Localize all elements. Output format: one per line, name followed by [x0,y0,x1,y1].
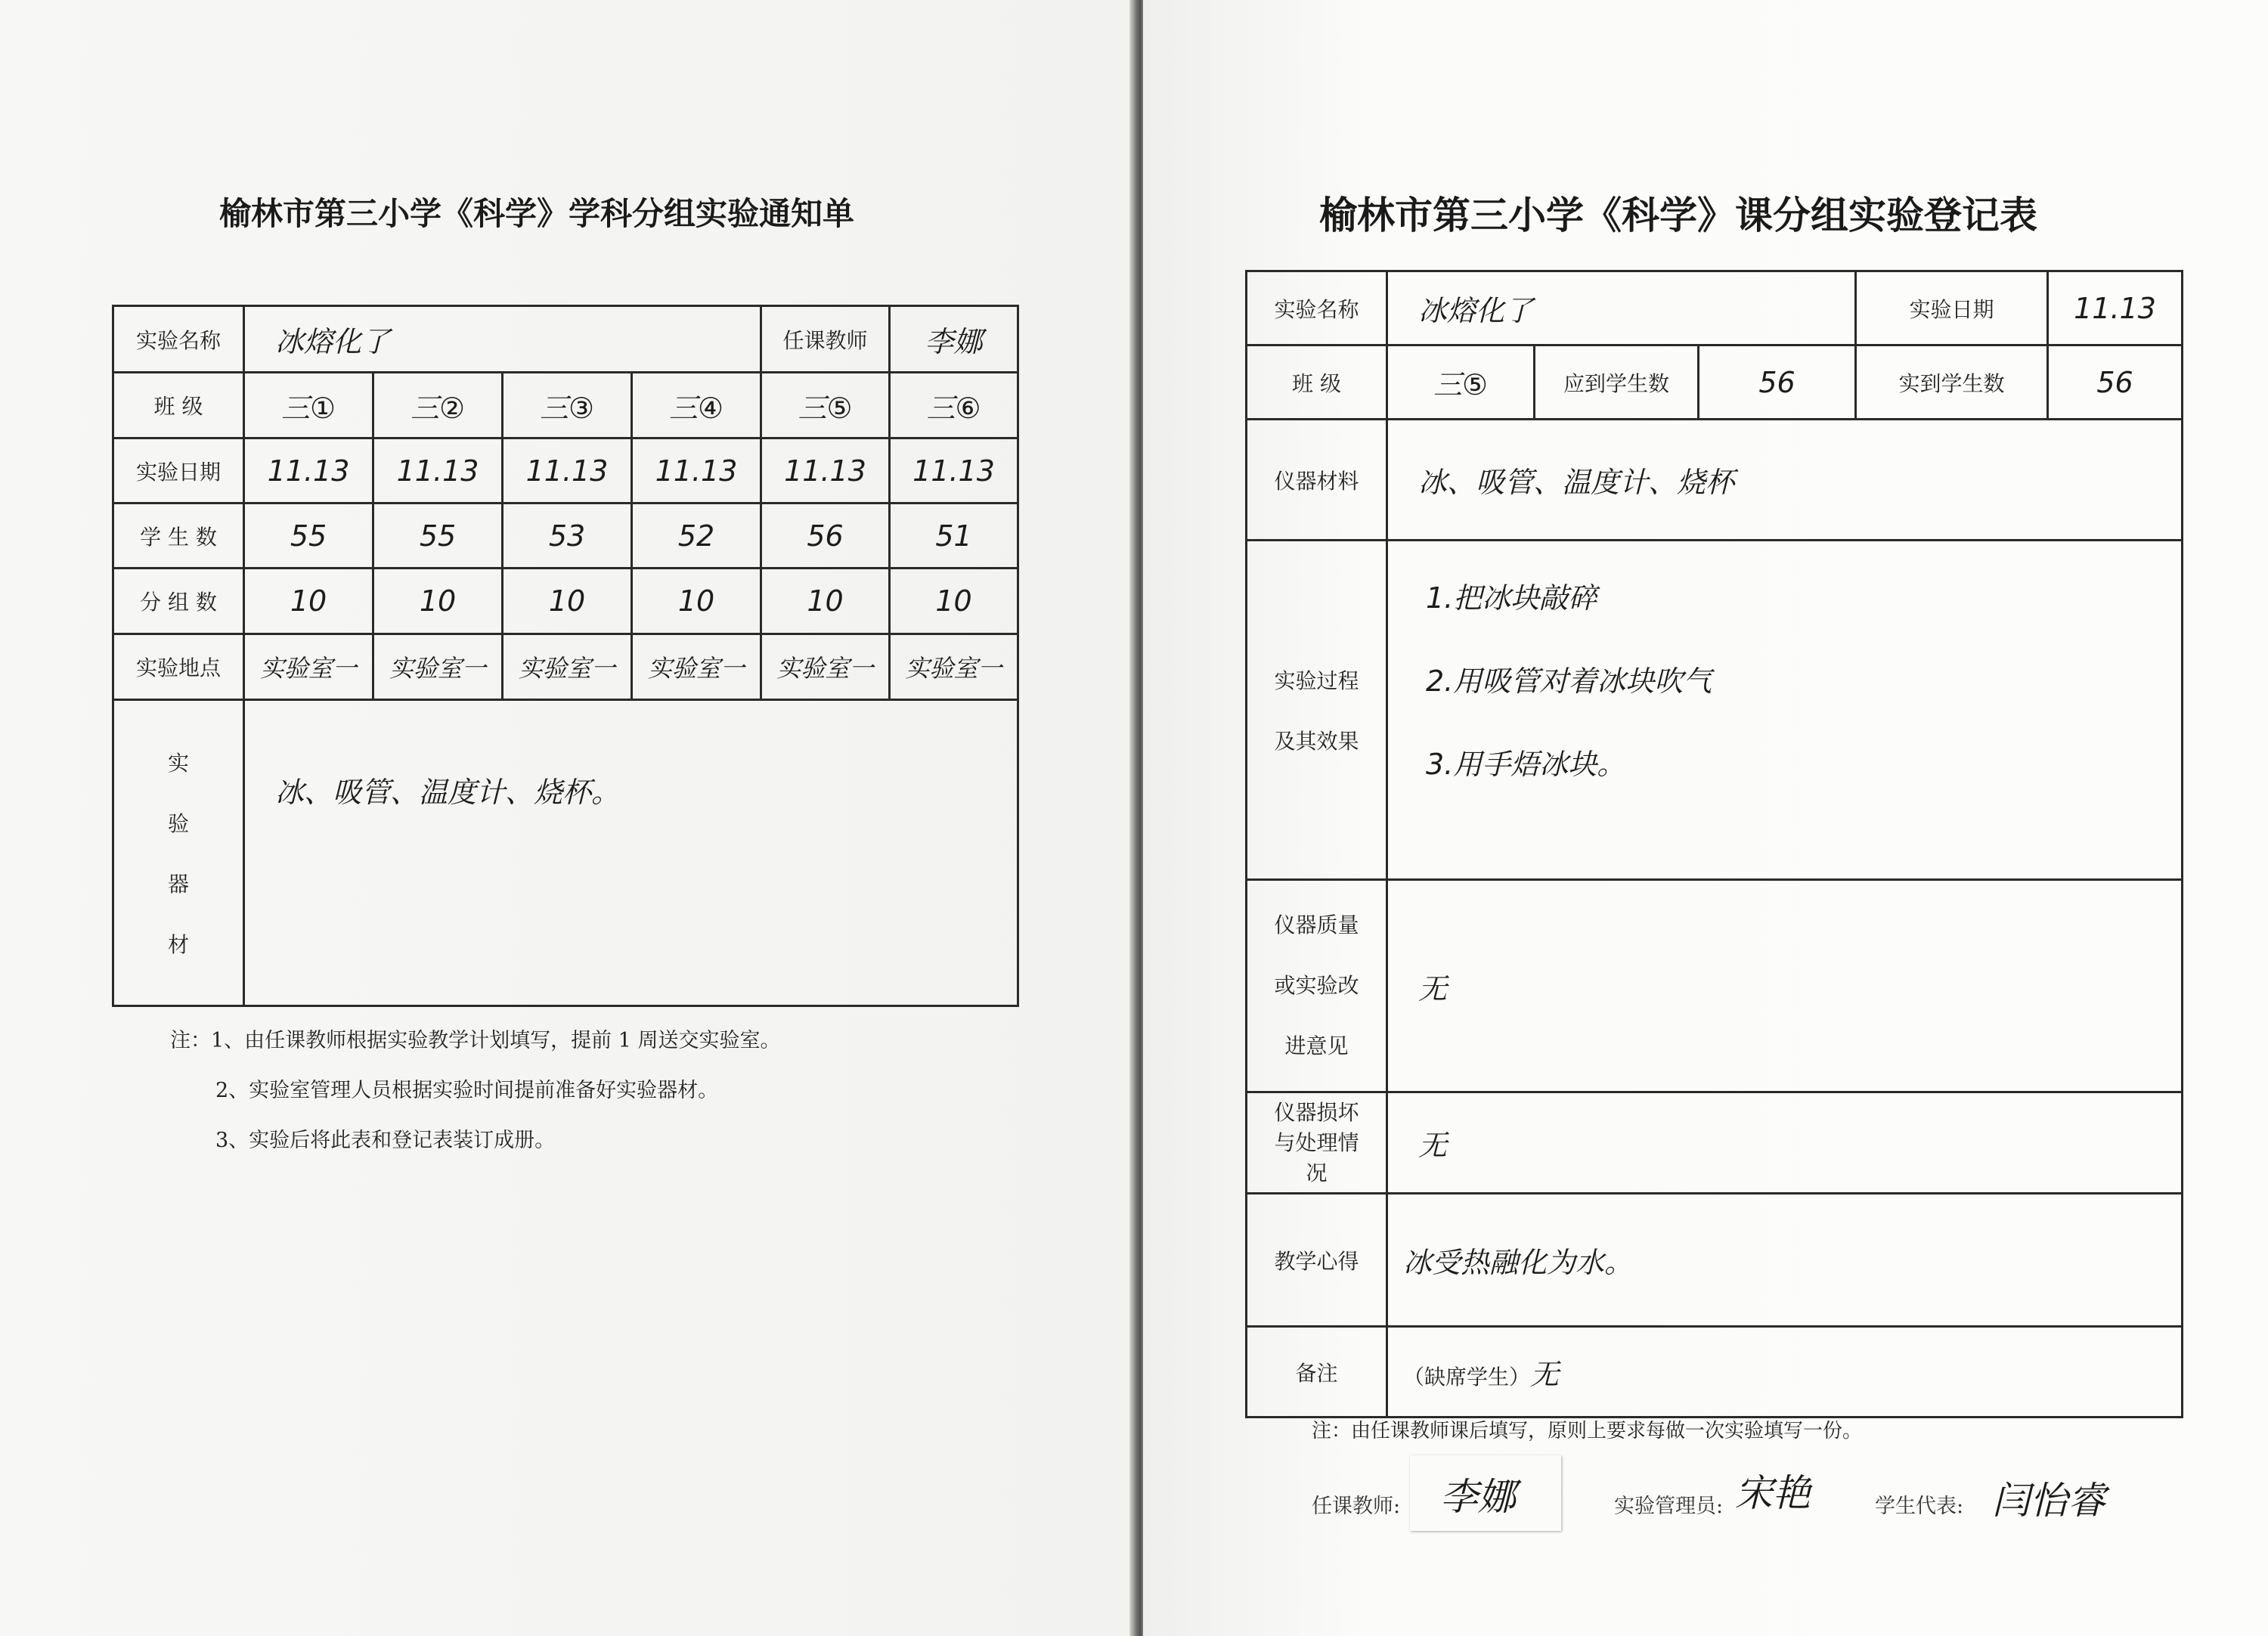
notice-row-students [113,504,1018,569]
notice-row-equipment [113,700,1018,1006]
process-step: 2.用吸管对着冰块吹气 [1426,665,1712,698]
register-row-reflection [1247,1194,2183,1327]
quality-label-line: 仪器质量 [1274,913,1359,937]
process-label [1247,541,1387,880]
quality-label-line: 或实验改 [1274,973,1359,998]
date-cell: 11.13 [632,438,761,504]
date-cell: 11.13 [503,438,632,504]
reflection-value: 冰受热融化为水。 [1387,1194,2183,1327]
groups-cell: 10 [373,569,503,634]
experiment-name-value: 冰熔化了 [244,306,761,373]
student-sign-label: 学生代表: [1875,1495,1964,1518]
groups-cell: 10 [244,569,373,634]
groups-cell: 10 [761,569,890,634]
reflection-label: 教学心得 [1247,1194,1387,1327]
class-cell: 三④ [632,373,761,438]
materials-value: 冰、吸管、温度计、烧杯 [1387,420,2183,541]
equipment-label-char: 材 [167,932,189,957]
notice-table [112,305,1019,1007]
student-signature: 闫怡睿 [1992,1479,2105,1523]
equipment-label-char: 实 [167,751,189,776]
location-cell: 实验室一 [373,634,503,700]
location-label: 实验地点 [113,634,244,700]
absent-value: 无 [1530,1358,1560,1391]
register-row-quality [1247,880,2183,1092]
notice-note-1: 注：1、由任课教师根据实验教学计划填写，提前 1 周送交实验室。 [170,1029,781,1052]
register-row-remarks [1247,1327,2183,1418]
process-value [1387,541,2183,880]
remarks-label: 备注 [1247,1327,1387,1418]
quality-label-line: 进意见 [1284,1033,1349,1058]
experiment-name-label: 实验名称 [113,306,244,373]
groups-label: 分 组 数 [113,569,244,634]
remarks-value [1387,1327,2183,1418]
notice-row-groups [113,569,1018,634]
location-cell: 实验室一 [632,634,761,700]
process-step: 1.把冰块敲碎 [1426,581,1597,615]
teacher-sign-label: 任课教师: [1312,1495,1401,1518]
groups-cell: 10 [632,569,761,634]
location-cell: 实验室一 [890,634,1018,700]
location-cell: 实验室一 [761,634,890,700]
notice-row-name [113,306,1018,373]
process-label-line: 及其效果 [1274,729,1359,754]
admin-signature: 宋艳 [1735,1471,1811,1515]
location-cell: 实验室一 [244,634,373,700]
quality-label [1247,880,1387,1092]
students-cell: 55 [373,504,503,569]
notice-row-date [113,438,1018,504]
students-cell: 52 [632,504,761,569]
register-class-label: 班 级 [1247,345,1387,420]
students-label: 学 生 数 [113,504,244,569]
register-table [1245,270,2183,1418]
process-label-line: 实验过程 [1274,668,1359,693]
damage-label [1247,1092,1387,1194]
register-row-damage [1247,1092,2183,1194]
register-date-label: 实验日期 [1856,271,2048,345]
materials-label: 仪器材料 [1247,420,1387,541]
teacher-signature: 李娜 [1440,1475,1516,1519]
admin-sign-label: 实验管理员: [1614,1495,1724,1518]
class-label: 班 级 [113,373,244,438]
class-cell: 三⑤ [761,373,890,438]
damage-label-line: 仪器损坏 [1274,1099,1359,1125]
signature-row [1312,1455,2158,1538]
students-cell: 53 [503,504,632,569]
register-title: 榆林市第三小学《科学》课分组实验登记表 [1319,193,2037,237]
process-step: 3.用手焐冰块。 [1426,748,1626,781]
register-date-value: 11.13 [2048,271,2183,345]
groups-cell: 10 [503,569,632,634]
date-cell: 11.13 [244,438,373,504]
students-cell: 55 [244,504,373,569]
equipment-label [113,700,244,1006]
absent-label: （缺席学生） [1403,1365,1531,1390]
notice-title: 榆林市第三小学《科学》学科分组实验通知单 [219,195,855,232]
date-cell: 11.13 [761,438,890,504]
class-cell: 三② [373,373,503,438]
students-cell: 51 [890,504,1018,569]
equipment-label-char: 验 [167,811,189,836]
register-name-label: 实验名称 [1247,271,1387,345]
equipment-label-char: 器 [167,872,189,897]
notice-note-2: 2、实验室管理人员根据实验时间提前准备好实验器材。 [215,1079,719,1102]
equipment-value: 冰、吸管、温度计、烧杯。 [244,700,1018,1006]
location-cell: 实验室一 [503,634,632,700]
register-row-name [1247,271,2183,345]
actual-value: 56 [2048,345,2183,420]
class-cell: 三① [244,373,373,438]
date-label: 实验日期 [113,438,244,504]
notice-row-location [113,634,1018,700]
students-cell: 56 [761,504,890,569]
actual-label: 实到学生数 [1856,345,2048,420]
register-row-materials [1247,420,2183,541]
register-row-class [1247,345,2183,420]
date-cell: 11.13 [890,438,1018,504]
damage-value: 无 [1387,1092,2183,1194]
class-cell: 三③ [503,373,632,438]
teacher-signature-paper [1410,1455,1561,1531]
notice-row-class [113,373,1018,438]
date-cell: 11.13 [373,438,503,504]
register-row-process [1247,541,2183,880]
register-class-value: 三⑤ [1387,345,1535,420]
teacher-value: 李娜 [890,306,1018,373]
quality-value: 无 [1387,880,2183,1092]
damage-label-line: 与处理情 [1274,1129,1359,1155]
teacher-label: 任课教师 [761,306,890,373]
expected-value: 56 [1699,345,1856,420]
register-name-value: 冰熔化了 [1387,271,1856,345]
damage-label-line: 况 [1306,1160,1328,1185]
groups-cell: 10 [890,569,1018,634]
register-footnote: 注：由任课教师课后填写，原则上要求每做一次实验填写一份。 [1312,1420,1863,1442]
expected-label: 应到学生数 [1535,345,1699,420]
notice-note-3: 3、实验后将此表和登记表装订成册。 [215,1129,556,1152]
class-cell: 三⑥ [890,373,1018,438]
